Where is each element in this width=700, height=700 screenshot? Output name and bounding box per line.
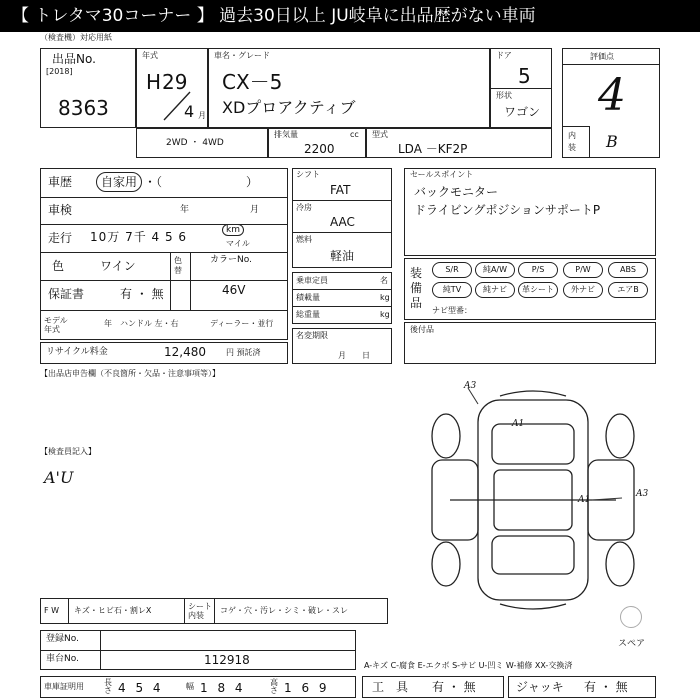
model-code-value: LDA －KF2P [398,142,468,156]
defects-fw: F W [44,606,60,615]
history-value: 自家用 [96,172,142,192]
equipment-item: 革シート [518,282,558,298]
spare-tire-icon [620,606,642,628]
interior-label: 内装 [568,131,576,152]
registration-label: 登録No. [46,634,79,644]
cert-label: 車庫証明用 [44,682,84,691]
mark-1: A3 [464,381,477,391]
mark-4: A3 [636,489,649,499]
equipment-label: 装備品 [410,266,423,310]
sales-point-line-1: バックモニター [414,185,499,199]
mileage-label: 走行 [48,231,73,245]
history-label: 車歴 [48,175,73,189]
defects-seat: シート内装 [188,602,212,620]
lot-year-tag: [2018] [46,67,73,76]
inspection-label: 車検 [48,203,73,217]
color-label: 色 [52,259,65,273]
inspection-month: 月 [250,205,260,215]
shift-label: シフト [296,170,320,179]
history-rest: ・（ ） [144,175,259,189]
inspection-year: 年 [180,205,190,215]
warranty-label: 保証書 [48,287,85,301]
defects-exterior: キズ・ヒビ石・割レX [74,606,152,615]
detail-table [40,168,288,340]
ac-label: 冷房 [296,203,312,212]
color-value: ワイン [100,259,136,273]
warranty-value: 有 ・ 無 [120,287,164,301]
banner: 【 トレタマ30コーナー 】 過去30日以上 JU岐阜に出品歴がない車両 [0,0,700,32]
capacity-unit-1: 名 [380,276,388,285]
score-value: 4 [598,70,626,121]
equipment-item: エアB [608,282,648,298]
body-value: ワゴン [504,105,541,119]
mileage-value: 10万 7千 4 5 6 [90,230,188,244]
ac-value: AAC [330,215,355,229]
inspector-note: A'U [44,468,74,487]
recycle-label: リサイクル料金 [46,347,108,357]
color-no-label: カラーNo. [210,255,252,265]
top-note: （検査機）対応用紙 [40,33,112,42]
jack-label: ジャッキ [516,680,564,694]
year-label: 年式 [142,51,158,60]
capacity-label-1: 乗車定員 [296,276,328,285]
seller-notes-label: 【出品店申告欄（不良箇所・欠品・注意事項等）】 [40,369,220,378]
equipment-item: P/W [563,262,603,278]
capacity-unit-3: kg [380,310,390,319]
fuel-label: 燃料 [296,235,312,244]
equipment-item: S/R [432,262,472,278]
sales-point-label: セールスポイント [410,170,474,179]
car-name: CX－5 [222,70,283,94]
model-change-dealer: ディーラー・並行 [210,319,274,328]
equipment-item: ABS [608,262,648,278]
car-diagram [410,380,660,620]
drive-type: 2WD ・ 4WD [166,138,224,148]
car-grade: XDプロアクティブ [222,98,356,117]
equipment-item: 純ナビ [475,282,515,298]
year-month: 4 [184,102,195,121]
after-parts-label: 後付品 [410,325,434,334]
car-name-label: 車名・グレード [214,51,270,60]
equipment-item: 外ナビ [563,282,603,298]
legend: A-キズ C-腐食 E-エクボ S-サビ U-凹ミ W-補修 XX-交換済 [364,661,573,670]
mileage-unit-mile: マイル [226,239,250,248]
capacity-unit-2: kg [380,293,390,302]
color-no-value: 46V [222,283,246,297]
lot-label: 出品No. [52,52,96,66]
chassis-label: 車台No. [46,654,79,664]
displacement-value: 2200 [304,142,335,156]
displacement-unit: cc [350,130,359,139]
capacity-label-3: 総重量 [296,310,320,319]
year-era: H [146,70,162,94]
displacement-label: 排気量 [274,130,298,139]
interior-value: B [606,132,618,151]
year-value: 29 [162,70,188,94]
lot-number: 8363 [58,96,109,120]
recycle-value: 12,480 [164,345,206,359]
equipment-item: 純TV [432,282,472,298]
equipment-item: P/S [518,262,558,278]
mileage-unit-km: km [222,224,244,236]
capacity-label-2: 積載量 [296,293,320,302]
name-change-label: 名変期限 [296,331,328,340]
chassis-value: 112918 [204,653,250,667]
recycle-unit: 円 預託済 [226,348,261,357]
doors-label: ドア [496,51,512,60]
shift-value: FAT [330,183,351,197]
jack-value: 有 ・ 無 [584,680,628,694]
mark-2: A1 [512,419,525,429]
model-change-handle: ハンドル 左・右 [120,319,179,328]
year-month-unit: 月 [198,111,206,120]
score-label: 評価点 [590,52,614,61]
name-change-unit: 月 日 [338,351,370,360]
cert-len: 4 5 4 [118,681,164,695]
cert-hei: 1 6 9 [284,681,330,695]
navi-model-label: ナビ型番： [432,306,472,315]
sales-point-line-2: ドライビングポジションサポートP [414,203,601,217]
tools-value: 有 ・ 無 [432,680,476,694]
body-label: 形状 [496,91,512,100]
mark-3: A1 [578,495,591,505]
defects-interior: コゲ・穴・汚レ・シミ・破レ・スレ [220,606,348,615]
cert-wid: 1 8 4 [200,681,246,695]
color-repaint: 色替 [174,256,182,275]
spare-label: スペア [618,639,646,649]
inspector-label: 【検査員記入】 [40,447,96,456]
doors-value: 5 [518,64,531,88]
cert-wid-label: 幅 [186,682,194,691]
cert-len-label: 長さ [104,678,112,695]
model-change-label: モデル年式 [44,316,68,334]
cert-hei-label: 高さ [270,678,278,695]
tools-label: 工 具 [372,680,409,694]
fuel-value: 軽油 [330,249,355,263]
equipment-item: 純A/W [475,262,515,278]
model-code-label: 型式 [372,130,388,139]
model-change-year: 年 [104,319,112,328]
